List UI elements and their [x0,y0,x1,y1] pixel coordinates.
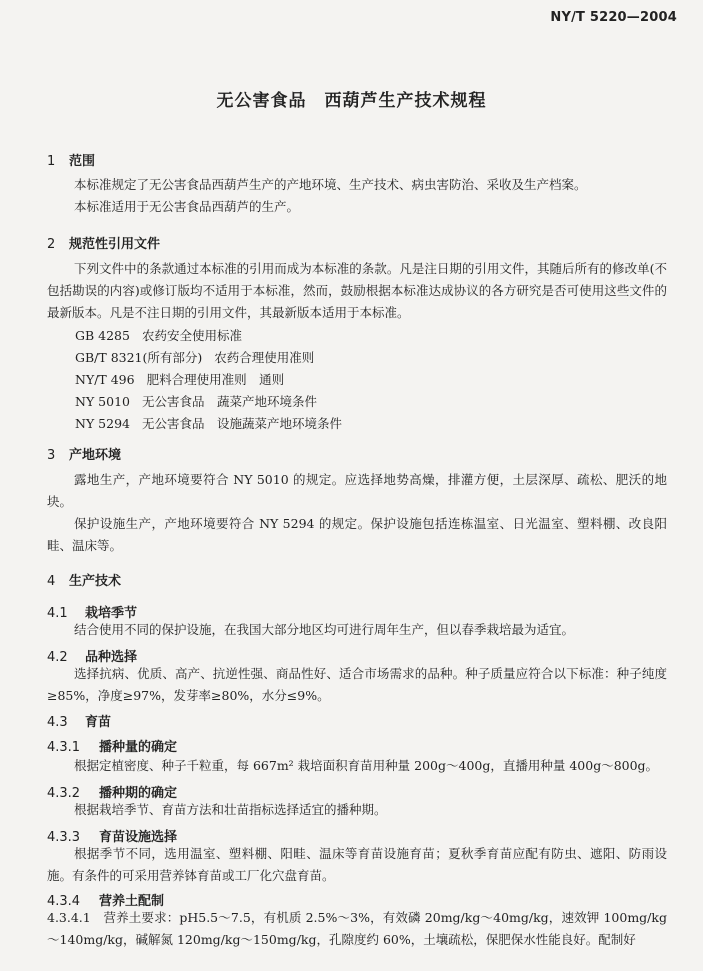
reference-item [75,326,242,344]
section-number: 3 [47,448,56,463]
section-1-heading [47,150,95,169]
section-number: 4.1 [47,606,68,621]
section-4-heading [47,570,121,589]
reference-code: NY 5010 [75,394,130,409]
reference-name: 无公害食品 设施蔬菜产地环境条件 [141,416,342,431]
section-number: 4.3.4 [47,894,81,909]
document-title: 无公害食品 西葫芦生产技术规程 [216,91,487,111]
standard-number: NY/T 5220—2004 [550,10,677,25]
section-title: 范围 [69,154,96,169]
reference-item [75,414,342,432]
reference-code: NY 5294 [75,416,130,431]
section-number: 4.2 [47,650,68,665]
reference-code: GB 4285 [75,328,130,343]
section-2-heading [47,233,160,252]
section-title: 生产技术 [69,574,122,589]
reference-name: 肥料合理使用准则 通则 [146,372,285,387]
section-title: 播种量的确定 [99,740,178,755]
section-3-paragraph-1: 露地生产，产地环境要符合 NY 5010 的规定。应选择地势高燥，排灌方便，土层深厚、疏松、肥沃的地块。 [47,472,667,509]
section-title: 育苗设施选择 [99,830,178,845]
section-3-paragraph-2: 保护设施生产，产地环境要符合 NY 5294 的规定。保护设施包括连栋温室、日光温室、塑料棚、改良阳畦、温床等。 [47,516,667,553]
section-title: 播种期的确定 [99,786,178,801]
reference-code: GB/T 8321(所有部分) [75,350,203,365]
section-number: 4 [47,574,56,589]
section-title: 产地环境 [69,448,122,463]
reference-name: 无公害食品 蔬菜产地环境条件 [141,394,317,409]
reference-name: 农药合理使用准则 [214,350,315,365]
reference-name: 农药安全使用标准 [141,328,242,343]
section-title: 营养土配制 [99,894,165,909]
section-title: 育苗 [85,715,112,730]
section-number: 4.3 [47,715,68,730]
section-title: 规范性引用文件 [69,237,161,252]
section-number: 4.3.1 [47,740,81,755]
reference-item [75,348,314,366]
section-4-2-paragraph: 选择抗病、优质、高产、抗逆性强、商品性好、适合市场需求的品种。种子质量应符合以下标准：种子纯度≥85%，净度≥97%，发芽率≥80%，水分≤9%。 [47,666,667,703]
clause-number: 4.3.4.1 [47,910,91,925]
section-number: 4.3.2 [47,786,81,801]
section-4-3-3-paragraph: 根据季节不同，选用温室、塑料棚、阳畦、温床等育苗设施育苗；夏秋季育苗应配有防虫、遮阳、防雨设施。有条件的可采用营养钵育苗或工厂化穴盘育苗。 [47,846,667,883]
section-number: 4.3.3 [47,830,81,845]
section-3-heading [47,444,121,463]
section-1-paragraph-1: 本标准规定了无公害食品西葫芦生产的产地环境、生产技术、病虫害防治、采收及生产档案。 [74,177,587,192]
section-4-3-1-heading [47,736,177,755]
clause-text: 营养土要求：pH5.5～7.5，有机质 2.5%～3%，有效磷 20mg/kg～40mg/kg，速效钾 100mg/kg～140mg/kg，碱解氮 120mg/kg～150mg/kg，孔隙度约 60%，土壤疏松，保肥保水性能良好。配制好 [47,910,667,947]
reference-item [75,392,317,410]
section-4-3-1-paragraph: 根据定植密度、种子千粒重，每 667m² 栽培面积育苗用种量 200g～400g，直播用种量 400g～800g。 [74,758,659,773]
section-number: 2 [47,237,56,252]
section-2-paragraph: 下列文件中的条款通过本标准的引用而成为本标准的条款。凡是注日期的引用文件，其随后所有的修改单(不包括勘误的内容)或修订版均不适用于本标准，然而，鼓励根据本标准达成协议的各方研究是否可使用这些文件的最新版本。凡是不注日期的引用文件，其最新版本适用于本标准。 [47,261,667,320]
section-4-1-paragraph: 结合使用不同的保护设施，在我国大部分地区均可进行周年生产，但以春季栽培最为适宜。 [74,622,575,637]
section-1-paragraph-2: 本标准适用于无公害食品西葫芦的生产。 [74,199,300,214]
reference-item [75,370,284,388]
section-4-3-heading [47,711,111,730]
section-4-3-2-paragraph: 根据栽培季节、育苗方法和壮苗指标选择适宜的播种期。 [74,802,387,817]
section-title: 栽培季节 [85,606,138,621]
reference-code: NY/T 496 [75,372,135,387]
section-4-3-4-1-paragraph [47,907,667,951]
section-title: 品种选择 [85,650,138,665]
section-number: 1 [47,154,56,169]
